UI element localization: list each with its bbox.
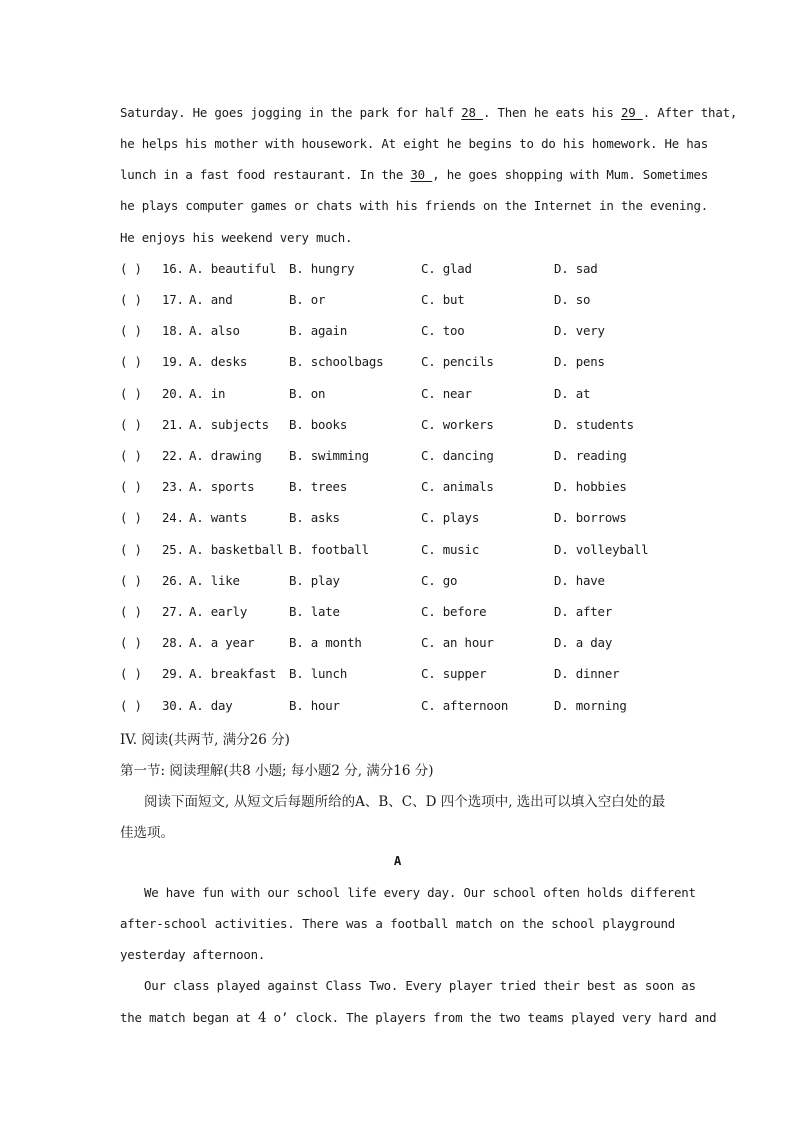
question-number: 30. xyxy=(162,698,184,713)
option-b: B. hungry xyxy=(289,261,355,276)
option-c: C. pencils xyxy=(421,354,494,369)
option-d: D. reading xyxy=(554,448,627,463)
option-b: B. books xyxy=(289,417,348,432)
question-number: 22. xyxy=(162,448,184,463)
answer-bracket[interactable]: ( ) xyxy=(120,604,142,619)
question-row xyxy=(120,666,680,686)
question-row xyxy=(120,698,680,718)
option-b: B. or xyxy=(289,292,326,307)
option-d: D. pens xyxy=(554,354,605,369)
option-d: D. morning xyxy=(554,698,627,713)
option-d: D. so xyxy=(554,292,591,307)
question-number: 25. xyxy=(162,542,184,557)
option-a: A. breakfast xyxy=(189,666,277,681)
option-d: D. have xyxy=(554,573,605,588)
passage-text: . After that, xyxy=(642,105,738,120)
answer-bracket[interactable]: ( ) xyxy=(120,479,142,494)
question-row xyxy=(120,386,680,406)
answer-bracket[interactable]: ( ) xyxy=(120,323,142,338)
part-heading: 第一节: 阅读理解(共8 小题; 每小题2 分, 满分16 分) xyxy=(120,763,434,779)
option-b: B. a month xyxy=(289,635,362,650)
answer-bracket[interactable]: ( ) xyxy=(120,417,142,432)
question-row xyxy=(120,417,680,437)
option-b: B. play xyxy=(289,573,340,588)
question-row xyxy=(120,323,680,343)
option-d: D. students xyxy=(554,417,634,432)
option-d: D. very xyxy=(554,323,605,338)
answer-bracket[interactable]: ( ) xyxy=(120,448,142,463)
passage-line xyxy=(120,167,709,182)
option-a: A. sports xyxy=(189,479,255,494)
option-b: B. hour xyxy=(289,698,340,713)
question-row xyxy=(120,354,680,374)
question-row xyxy=(120,542,680,562)
instruction-text: 佳选项。 xyxy=(120,825,174,841)
question-row xyxy=(120,479,680,499)
option-c: C. too xyxy=(421,323,465,338)
option-b: B. again xyxy=(289,323,348,338)
option-c: C. plays xyxy=(421,510,480,525)
passage-text: the match began at xyxy=(120,1010,258,1025)
option-d: D. dinner xyxy=(554,666,620,681)
option-c: C. glad xyxy=(421,261,472,276)
question-row xyxy=(120,510,680,530)
question-number: 29. xyxy=(162,666,184,681)
option-a: A. wants xyxy=(189,510,248,525)
passage-line: He enjoys his weekend very much. xyxy=(120,230,353,245)
option-a: A. subjects xyxy=(189,417,269,432)
option-b: B. lunch xyxy=(289,666,348,681)
option-c: C. but xyxy=(421,292,465,307)
option-a: A. like xyxy=(189,573,240,588)
option-d: D. volleyball xyxy=(554,542,649,557)
option-b: B. on xyxy=(289,386,326,401)
option-a: A. early xyxy=(189,604,248,619)
passage-text: Saturday. He goes jogging in the park for half xyxy=(120,105,462,120)
answer-bracket[interactable]: ( ) xyxy=(120,261,142,276)
option-b: B. football xyxy=(289,542,369,557)
option-c: C. afternoon xyxy=(421,698,509,713)
option-a: A. beautiful xyxy=(189,261,277,276)
answer-bracket[interactable]: ( ) xyxy=(120,386,142,401)
answer-bracket[interactable]: ( ) xyxy=(120,698,142,713)
option-d: D. borrows xyxy=(554,510,627,525)
question-number: 18. xyxy=(162,323,184,338)
question-row xyxy=(120,573,680,593)
passage-text: , he goes shopping with Mum. Sometimes xyxy=(432,167,709,182)
answer-bracket[interactable]: ( ) xyxy=(120,573,142,588)
option-a: A. drawing xyxy=(189,448,262,463)
instruction-text: 阅读下面短文, 从短文后每题所给的A、B、C、D 四个选项中, 选出可以填入空白处的最 xyxy=(144,794,666,810)
blank-28: 28 xyxy=(461,105,483,120)
passage-number: 4 xyxy=(257,1010,267,1026)
blank-30: 30 xyxy=(410,167,433,182)
option-c: C. an hour xyxy=(421,635,494,650)
passage-line: after-school activities. There was a football match on the school playground xyxy=(120,916,675,931)
option-c: C. near xyxy=(421,386,472,401)
option-a: A. day xyxy=(189,698,233,713)
passage-text: . Then he eats his xyxy=(483,105,621,120)
option-a: A. in xyxy=(189,386,226,401)
option-b: B. swimming xyxy=(289,448,369,463)
passage-line: he plays computer games or chats with his friends on the Internet in the evening. xyxy=(120,198,709,213)
option-c: C. before xyxy=(421,604,487,619)
option-a: A. desks xyxy=(189,354,248,369)
question-number: 28. xyxy=(162,635,184,650)
option-c: C. go xyxy=(421,573,458,588)
passage-line: Our class played against Class Two. Every player tried their best as soon as xyxy=(144,978,696,993)
question-number: 27. xyxy=(162,604,184,619)
option-c: C. music xyxy=(421,542,480,557)
question-number: 21. xyxy=(162,417,184,432)
passage-text: o’ clock. The players from the two teams played very hard and xyxy=(266,1010,717,1025)
option-c: C. supper xyxy=(421,666,487,681)
question-number: 17. xyxy=(162,292,184,307)
option-c: C. animals xyxy=(421,479,494,494)
question-number: 23. xyxy=(162,479,184,494)
option-b: B. late xyxy=(289,604,340,619)
option-d: D. hobbies xyxy=(554,479,627,494)
question-number: 24. xyxy=(162,510,184,525)
passage-line xyxy=(120,105,738,120)
option-a: A. a year xyxy=(189,635,255,650)
passage-text: lunch in a fast food restaurant. In the xyxy=(120,167,411,182)
answer-bracket[interactable]: ( ) xyxy=(120,510,142,525)
question-row xyxy=(120,292,680,312)
question-number: 26. xyxy=(162,573,184,588)
answer-bracket[interactable]: ( ) xyxy=(120,635,142,650)
option-a: A. basketball xyxy=(189,542,284,557)
answer-bracket[interactable]: ( ) xyxy=(120,542,142,557)
question-row xyxy=(120,448,680,468)
section-heading: IV. 阅读(共两节, 满分26 分) xyxy=(120,732,290,748)
option-c: C. workers xyxy=(421,417,494,432)
answer-bracket[interactable]: ( ) xyxy=(120,666,142,681)
answer-bracket[interactable]: ( ) xyxy=(120,354,142,369)
option-b: B. schoolbags xyxy=(289,354,384,369)
question-number: 20. xyxy=(162,386,184,401)
question-row xyxy=(120,635,680,655)
blank-29: 29 xyxy=(620,105,643,120)
option-d: D. a day xyxy=(554,635,613,650)
option-d: D. sad xyxy=(554,261,598,276)
option-a: A. also xyxy=(189,323,240,338)
answer-bracket[interactable]: ( ) xyxy=(120,292,142,307)
passage-line: We have fun with our school life every day. Our school often holds different xyxy=(144,885,696,900)
passage-line: he helps his mother with housework. At eight he begins to do his homework. He has xyxy=(120,136,709,151)
question-number: 16. xyxy=(162,261,184,276)
option-b: B. asks xyxy=(289,510,340,525)
option-b: B. trees xyxy=(289,479,348,494)
question-number: 19. xyxy=(162,354,184,369)
option-a: A. and xyxy=(189,292,233,307)
option-c: C. dancing xyxy=(421,448,494,463)
passage-line xyxy=(120,1010,717,1026)
option-d: D. after xyxy=(554,604,613,619)
question-row xyxy=(120,261,680,281)
question-row xyxy=(120,604,680,624)
option-d: D. at xyxy=(554,386,591,401)
passage-line: yesterday afternoon. xyxy=(120,947,266,962)
passage-label: A xyxy=(393,853,402,868)
